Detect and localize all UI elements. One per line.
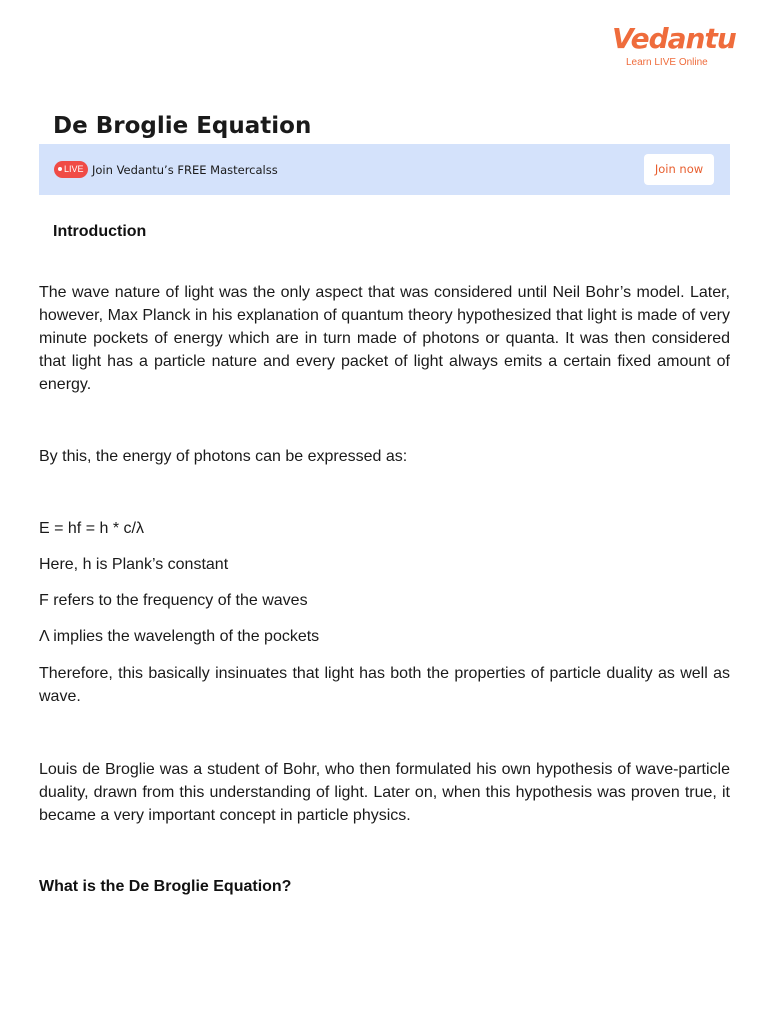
logo-wordmark: Vedantu (612, 22, 736, 55)
live-badge (54, 161, 88, 178)
live-badge-label: LIVE (64, 164, 84, 174)
energy-equation: E = hf = h * c/λ (39, 520, 144, 537)
introduction-heading: Introduction (53, 223, 147, 240)
live-dot-icon (58, 167, 62, 171)
masterclass-banner (39, 144, 730, 195)
logo-tagline: Learn LIVE Online (626, 57, 708, 68)
what-is-heading: What is the De Broglie Equation? (39, 878, 292, 895)
vedantu-logo (612, 22, 736, 72)
join-now-button[interactable]: Join now (644, 154, 714, 185)
duality-paragraph: Therefore, this basically insinuates that light has both the properties of particle duality as well as wave. (39, 665, 730, 705)
intro-paragraph: The wave nature of light was the only aspect that was considered until Neil Bohr’s model. Later, however, Max Planck in his explanation of quantum theory hypothesized that light is made of very minute pockets of energy which are in turn made of photons or quanta. It was then considered that light has a particle nature and every packet of light always emits a certain fixed amount of energy. (39, 284, 730, 393)
page-title: De Broglie Equation (53, 113, 312, 139)
de-broglie-paragraph: Louis de Broglie was a student of Bohr, who then formulated his own hypothesis of wave-particle duality, drawn from this understanding of light. Later on, when this hypothesis was proven true, it became a very important concept in particle physics. (39, 761, 730, 824)
banner-text: Join Vedantu’s FREE Mastercalss (92, 163, 278, 177)
planck-constant-line: Here, h is Plank’s constant (39, 556, 229, 573)
frequency-line: F refers to the frequency of the waves (39, 592, 308, 609)
wavelength-line: Λ implies the wavelength of the pockets (39, 628, 320, 645)
energy-expression-text: By this, the energy of photons can be expressed as: (39, 448, 408, 465)
